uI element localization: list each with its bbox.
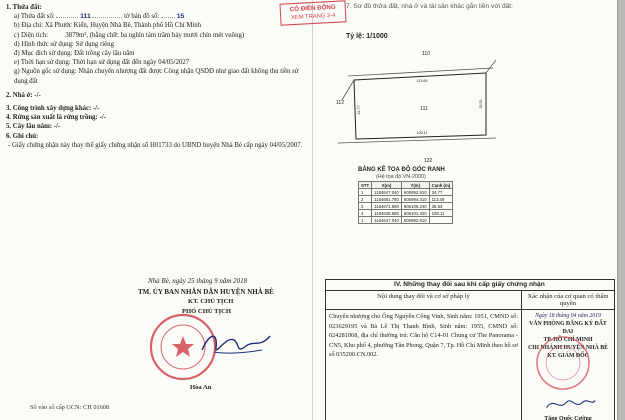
coord-table [358,181,453,224]
serial-number: Số vào sổ cấp GCN: CH 01608 [30,404,110,411]
coord-cell: 606106.240 [401,203,429,210]
change-stamp-line2: XEM TRANG 3-4 [290,12,336,22]
purpose-value: Đất trồng cây lâu năm [74,50,135,58]
map-label-112: 112 [336,100,344,106]
parcel-label: a) Thửa đất số: [14,13,55,21]
cert-signer-name: Tăng Quốc Cường [544,416,592,420]
sign-role-kt: KT. CHỦ TỊCH [188,298,234,305]
changes-row [326,310,615,420]
parcel-number: 111 [80,13,91,21]
trees-line: 5. Cây lâu năm: -/- [6,123,61,131]
coord-cell: 1184647.040 [372,217,402,224]
coord-cell: 1 [359,217,372,224]
sheet-label: tờ bản đồ số: [124,13,160,21]
address-value: Xã Phước Kiển, Huyện Nhà Bè, Thành phố Hồ Chí Minh [44,22,202,30]
map-header: 7. Sơ đồ thửa đất, nhà ở và tài sản khác gắn liền với đất: [346,3,513,10]
coord-cell: 2 [359,196,372,203]
land-info-section [6,3,306,150]
parcel-map [318,40,498,170]
changes-table [325,290,615,420]
area-line [6,31,306,40]
coord-header: Cạnh (m) [429,182,453,189]
sheet-number: 15 [176,13,185,21]
coord-cell: 109.11 [429,210,453,217]
signer-name: Hòa An [190,384,212,391]
map-length-top: 113.69 [416,79,428,83]
area-words: (bằng chữ: ba nghìn tám trăm bảy mươi chín mét vuông) [89,31,245,39]
changes-section [325,279,615,420]
origin-line [6,67,306,85]
coord-cell: 1184671.580 [372,203,402,210]
area-value: 3879m², [65,31,89,39]
coord-cell: 1 [359,189,372,196]
other-works-line: 3. Công trình xây dựng khác: -/- [6,105,100,113]
coord-cell: 1184636.580 [372,210,402,217]
parcel-line [6,12,306,21]
use-form-value: Sử dụng riêng [75,40,114,48]
map-length-right: 35.53 [479,99,483,109]
coord-cell: 605994.310 [401,196,429,203]
purpose-line [6,49,306,58]
term-label: e) Thời hạn sử dụng: [14,59,71,67]
change-stamp-line1: CÓ ĐIỀN ĐỘNG [289,3,336,14]
origin-value: Nhận chuyển nhượng đất được Công nhận QSDĐ như giao đất không thu tiền sử dụng đất [14,68,299,85]
office-seal-icon [534,334,592,392]
changes-col-content: Nội dung thay đổi và cơ sở pháp lý [326,291,522,310]
use-form-line [6,40,306,49]
house-line: 2. Nhà ở: -/- [6,91,41,99]
map-label-110: 110 [422,51,430,57]
term-line [6,58,306,67]
coord-cell: 606101.320 [401,210,429,217]
map-boundary-west [342,80,354,100]
coord-header: X(m) [372,182,402,189]
coord-cell: 34.77 [429,189,453,196]
coord-row [359,189,453,196]
cert-date: Ngày 18 tháng 04 năm 2019 [535,313,601,319]
cert-role: KT. GIÁM ĐỐC [547,353,589,359]
map-label-122: 122 [423,158,433,164]
sign-date: Nhà Bè, ngày 25 tháng 9 năm 2018 [148,277,248,285]
coord-cell: 4 [359,210,372,217]
land-heading: 1. Thửa đất: [6,4,42,11]
coord-cell: 605992.910 [401,217,429,224]
changes-title: IV. Những thay đổi sau khi cấp giấy chứng nhận [325,279,615,290]
address-label: b) Địa chỉ: [14,22,44,30]
cert-org-line2: TP. HỒ CHÍ MINH [543,337,593,343]
changes-col-cert: Xác nhận của cơ quan có thẩm quyền [522,291,615,310]
use-form-label: d) Hình thức sử dụng: [14,40,74,48]
coord-cell: 1184681.780 [372,196,402,203]
sign-organization: TM. ỦY BAN NHÂN DÂN HUYỆN NHÀ BÈ [138,288,274,296]
coord-cell: 113.49 [429,196,453,203]
coord-cell: 3 [359,203,372,210]
coord-row [359,196,453,203]
cert-org-line3: CHI NHÁNH HUYỆN NHÀ BÈ [528,345,608,351]
sign-role-vice-chair: PHÓ CHỦ TỊCH [182,308,231,315]
notes-heading: 6. Ghi chú: [6,132,39,140]
changes-certification [522,310,615,420]
coord-row [359,203,453,210]
forest-line: 4. Rừng sản xuất là rừng trồng: -/- [6,114,106,122]
changes-header-row [326,291,615,310]
coord-header-row [359,182,453,189]
area-label: c) Diện tích: [14,31,48,39]
page-fold [312,0,313,420]
cert-org-line1: VĂN PHÒNG ĐĂNG KÝ ĐẤT ĐAI [529,321,607,335]
coord-cell: 35.53 [429,203,453,210]
cert-signature-icon [542,395,598,413]
change-stamp [279,0,346,25]
purpose-label: đ) Mục đích sử dụng: [14,50,73,58]
map-boundary-north-outer [348,68,493,76]
map-boundary-east [486,60,496,73]
coord-cell [429,217,453,224]
coord-row [359,210,453,217]
coord-table-title: BẢNG KÊ TOẠ ĐỘ GÓC RANH [358,167,445,173]
term-value: Thời hạn sử dụng đất đến ngày 04/05/2027 [72,59,190,67]
coord-header: STT [359,182,372,189]
notes-value: - Giấy chứng nhận này thay thế giấy chứng nhận số H01733 do UBND huyện Nhà Bè cấp ngày 04/05/2007. [8,141,303,149]
address-line [6,21,306,30]
coord-row [359,217,453,224]
origin-label: g) Nguồn gốc sử dụng: [14,68,77,76]
coord-cell: 1184647.040 [372,189,402,196]
signature-icon [196,326,276,360]
coord-table-subtitle: (Hệ tọa độ VN-2000) [376,174,426,180]
changes-content: Chuyển nhượng cho Ông Nguyễn Công Vinh, Sinh năm: 1951, CMND số: 023629195 và Bà Lê Thị Thanh Bình, Sinh năm: 1955, CMND số: 024281068, địa chỉ thường trú: Căn hộ C14-01 Chung cư The Panorama - CN5, Khu phố 4, phường Tân Phong, Quận 7, Tp. Hồ Chí Minh theo hồ sơ số 035200.CN.002. [326,310,522,420]
map-scale: Tỷ lệ: 1/1000 [346,33,388,40]
map-label-111: 111 [420,106,428,112]
map-length-left: 34.77 [357,105,361,115]
map-length-bottom: 109.11 [416,131,428,135]
coord-header: Y(m) [401,182,429,189]
coord-cell: 605992.910 [401,189,429,196]
